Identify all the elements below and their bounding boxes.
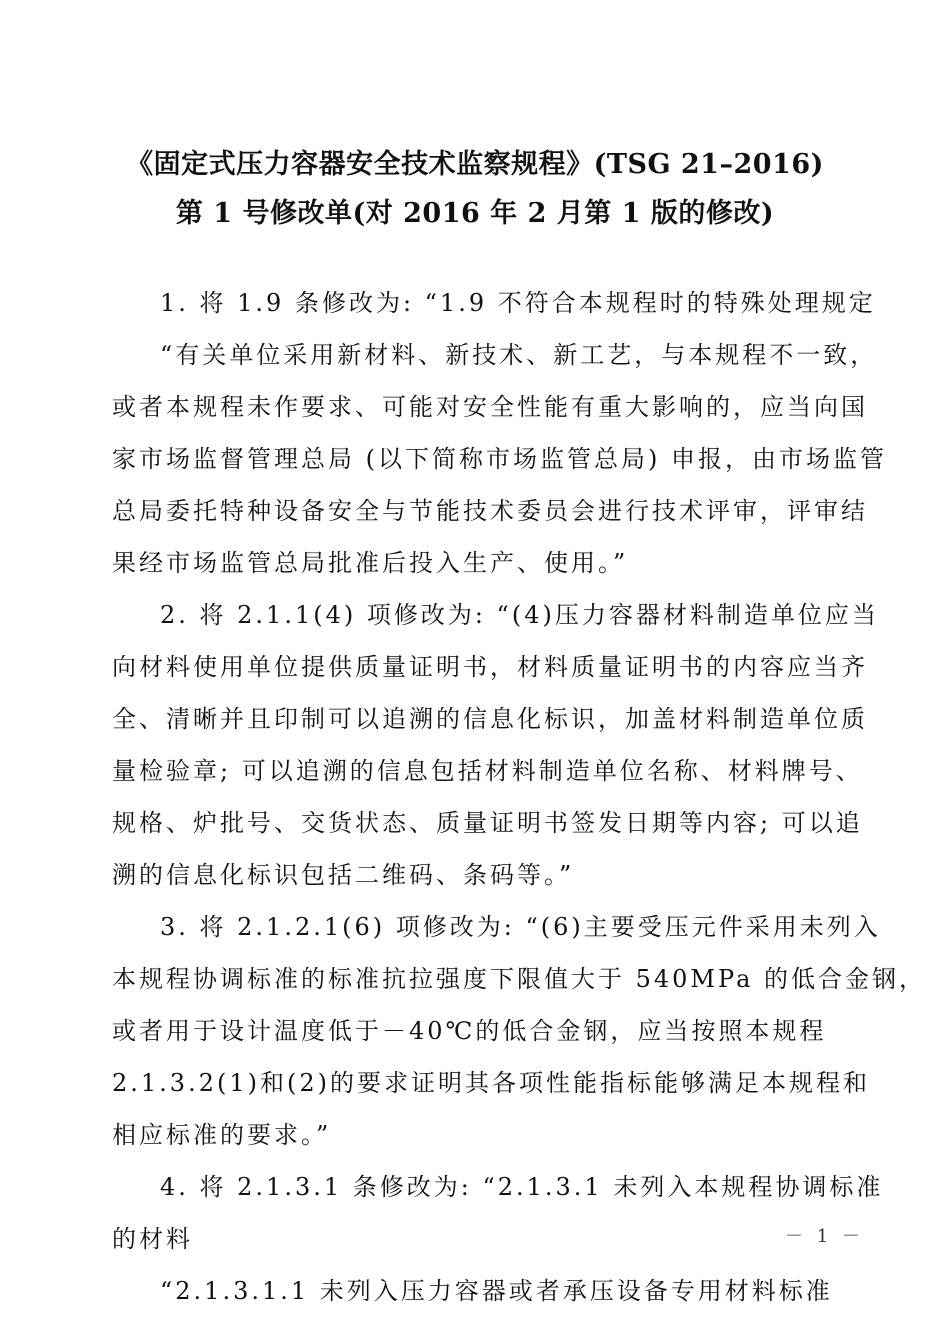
body-line: 向材料使用单位提供质量证明书，材料质量证明书的内容应当齐 (112, 653, 868, 681)
document-title-line-1: 《固定式压力容器安全技术监察规程》(TSG 21–2016) (126, 149, 824, 180)
body-line: 2. 将 2.1.1(4) 项修改为: “(4)压力容器材料制造单位应当 (160, 601, 879, 629)
body-line: 2.1.3.2(1)和(2)的要求证明其各项性能指标能够满足本规程和 (112, 1069, 870, 1097)
body-line: 4. 将 2.1.3.1 条修改为: “2.1.3.1 未列入本规程协调标准 (160, 1173, 884, 1201)
body-line: 量检验章; 可以追溯的信息包括材料制造单位名称、材料牌号、 (112, 757, 863, 785)
body-line: 或者本规程未作要求、可能对安全性能有重大影响的，应当向国 (112, 393, 868, 421)
document-title-line-2: 第 1 号修改单(对 2016 年 2 月第 1 版的修改) (175, 198, 775, 229)
body-line: 3. 将 2.1.2.1(6) 项修改为: “(6)主要受压元件采用未列入 (160, 913, 881, 941)
body-line: 总局委托特种设备安全与节能技术委员会进行技术评审，评审结 (112, 497, 868, 525)
body-line: 果经市场监管总局批准后投入生产、使用。” (112, 549, 629, 577)
body-line: 相应标准的要求。” (112, 1121, 332, 1149)
body-line: 溯的信息化标识包括二维码、条码等。” (112, 861, 575, 889)
body-line: 的材料 (112, 1225, 193, 1253)
body-line: 或者用于设计温度低于－40℃的低合金钢，应当按照本规程 (112, 1017, 827, 1045)
body-line: 1. 将 1.9 条修改为: “1.9 不符合本规程时的特殊处理规定 (160, 289, 876, 317)
body-line: “2.1.3.1.1 未列入压力容器或者承压设备专用材料标准 (160, 1277, 833, 1305)
body-line: 规格、炉批号、交货状态、质量证明书签发日期等内容; 可以追 (112, 809, 863, 837)
body-line: 本规程协调标准的标准抗拉强度下限值大于 540MPa 的低合金钢， (112, 965, 927, 993)
body-line: “有关单位采用新材料、新技术、新工艺，与本规程不一致， (160, 341, 878, 369)
body-line: 家市场监督管理总局 (以下简称市场监管总局) 申报，由市场监管 (112, 445, 887, 473)
page-number: － 1 － (785, 1226, 864, 1247)
body-line: 全、清晰并且印制可以追溯的信息化标识，加盖材料制造单位质 (112, 705, 868, 733)
